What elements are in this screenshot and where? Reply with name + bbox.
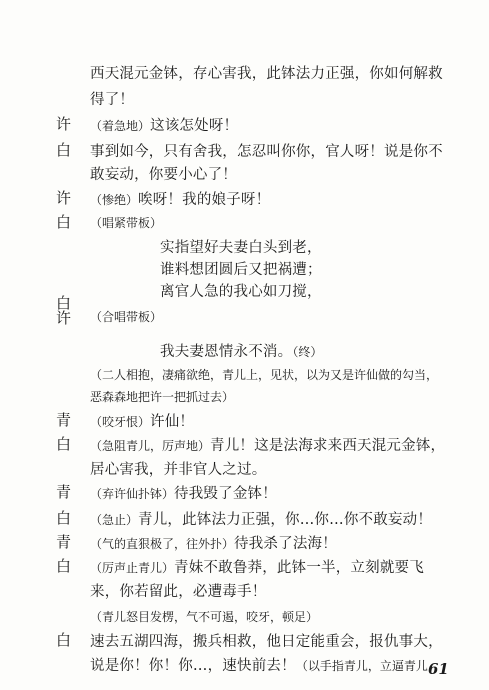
speaker-label: 白 (56, 435, 72, 453)
text-line (90, 410, 194, 431)
stage-direction: （急止） (90, 513, 139, 527)
text-line (90, 532, 337, 553)
text-line (90, 88, 134, 109)
speaker-label: 青 (56, 483, 72, 501)
stage-direction: （惨绝） (90, 193, 139, 207)
text-line (90, 508, 432, 529)
dialogue-text: 速去五湖四海，搬兵相救，他日定能重会，报仇事大， (90, 634, 443, 650)
dialogue-text: 谁料想团圆后又把祸遭； (160, 262, 322, 278)
speaker-label: 白许 (56, 294, 72, 327)
stage-direction: （气的直狠极了，往外扑） (90, 537, 235, 551)
dialogue-text: 事到如今，只有舍我，怎忍叫你你，官人呀！说是你不 (90, 144, 443, 160)
text-line (90, 556, 424, 577)
dialogue-text: 西天混元金钵，存心害我，此钵法力正强，你如何解救 (90, 66, 443, 82)
text-line (90, 580, 266, 601)
text-line (90, 62, 443, 83)
text-line (90, 386, 234, 405)
dialogue-text: 敢妄动，你要小心了！ (90, 167, 237, 183)
dialogue-text: 来，你若留此，必遭毒手！ (90, 584, 267, 600)
dialogue-text: 青儿！这是法海求来西天混元金钵， (210, 438, 446, 454)
speaker-label: 青 (56, 533, 72, 551)
text-line (90, 364, 438, 383)
text-line (90, 434, 445, 455)
page-number: 61 (428, 660, 449, 678)
text-line (90, 114, 238, 135)
speaker-label: 白 (56, 141, 72, 159)
stage-direction: （青儿怒目发楞，气不可遏，咬牙，顿足） (90, 610, 319, 624)
speaker-label: 白 (56, 213, 72, 231)
speaker-label: 白 (56, 557, 72, 575)
dialogue-text: 得了！ (90, 92, 135, 108)
text-line (90, 482, 277, 503)
stage-direction: 恶森森地把许一把抓过去） (90, 390, 235, 404)
dialogue-text: 这该怎处呀！ (150, 118, 239, 134)
text-line (90, 140, 443, 161)
stage-direction: （终） (292, 345, 323, 359)
stage-direction: （二人相抱，凄痛欲绝，青儿上，见状，以为又是许仙做的勾当， (90, 368, 439, 382)
speaker-label: 青 (56, 411, 72, 429)
dialogue-text: 我夫妻恩情永不消。 (160, 344, 293, 360)
speaker-label: 白 (56, 631, 72, 649)
stage-direction: （合唱带板） (90, 310, 163, 324)
dialogue-text: 青儿，此钵法力正强，你…你…你不敢妄动！ (138, 512, 433, 528)
dialogue-text: 待我杀了法海！ (234, 536, 337, 552)
speaker-label: 许 (56, 189, 72, 207)
text-line (160, 236, 322, 257)
text-line (160, 280, 322, 301)
text-line (90, 630, 443, 651)
text-line (160, 258, 322, 279)
text-line (90, 306, 162, 325)
text-line (160, 340, 322, 361)
dialogue-text: 居心害我，并非官人之过。 (90, 462, 267, 478)
dialogue-text: 说是你！你！你…，速快前去！ (90, 658, 296, 674)
speaker-label: 许 (56, 115, 72, 133)
stage-direction: （急阻青儿，厉声地） (90, 439, 211, 453)
dialogue-text: 待我毁了金钵！ (174, 486, 277, 502)
text-line (90, 458, 266, 479)
dialogue-text: 青妹不敢鲁莽，此钵一半，立刻就要飞 (174, 560, 424, 576)
speaker-label: 白 (56, 509, 72, 527)
dialogue-text: 实指望好夫妻白头到老， (160, 240, 322, 256)
dialogue-text: 离官人急的我心如刀搅， (160, 284, 322, 300)
stage-direction: （咬牙恨） (90, 415, 151, 429)
text-line (90, 654, 428, 675)
text-line (90, 212, 162, 231)
stage-direction: （唱紧带板） (90, 216, 163, 230)
text-line (90, 606, 318, 625)
stage-direction: （弃许仙扑钵） (90, 487, 175, 501)
text-line (90, 188, 270, 209)
stage-direction: （着急地） (90, 119, 151, 133)
dialogue-text: 唉呀！我的娘子呀！ (138, 192, 271, 208)
stage-direction: （以手指青儿，立逼青儿 (295, 659, 428, 673)
stage-direction: （厉声止青儿） (90, 561, 175, 575)
dialogue-text: 许仙！ (150, 414, 195, 430)
text-line (90, 163, 237, 184)
